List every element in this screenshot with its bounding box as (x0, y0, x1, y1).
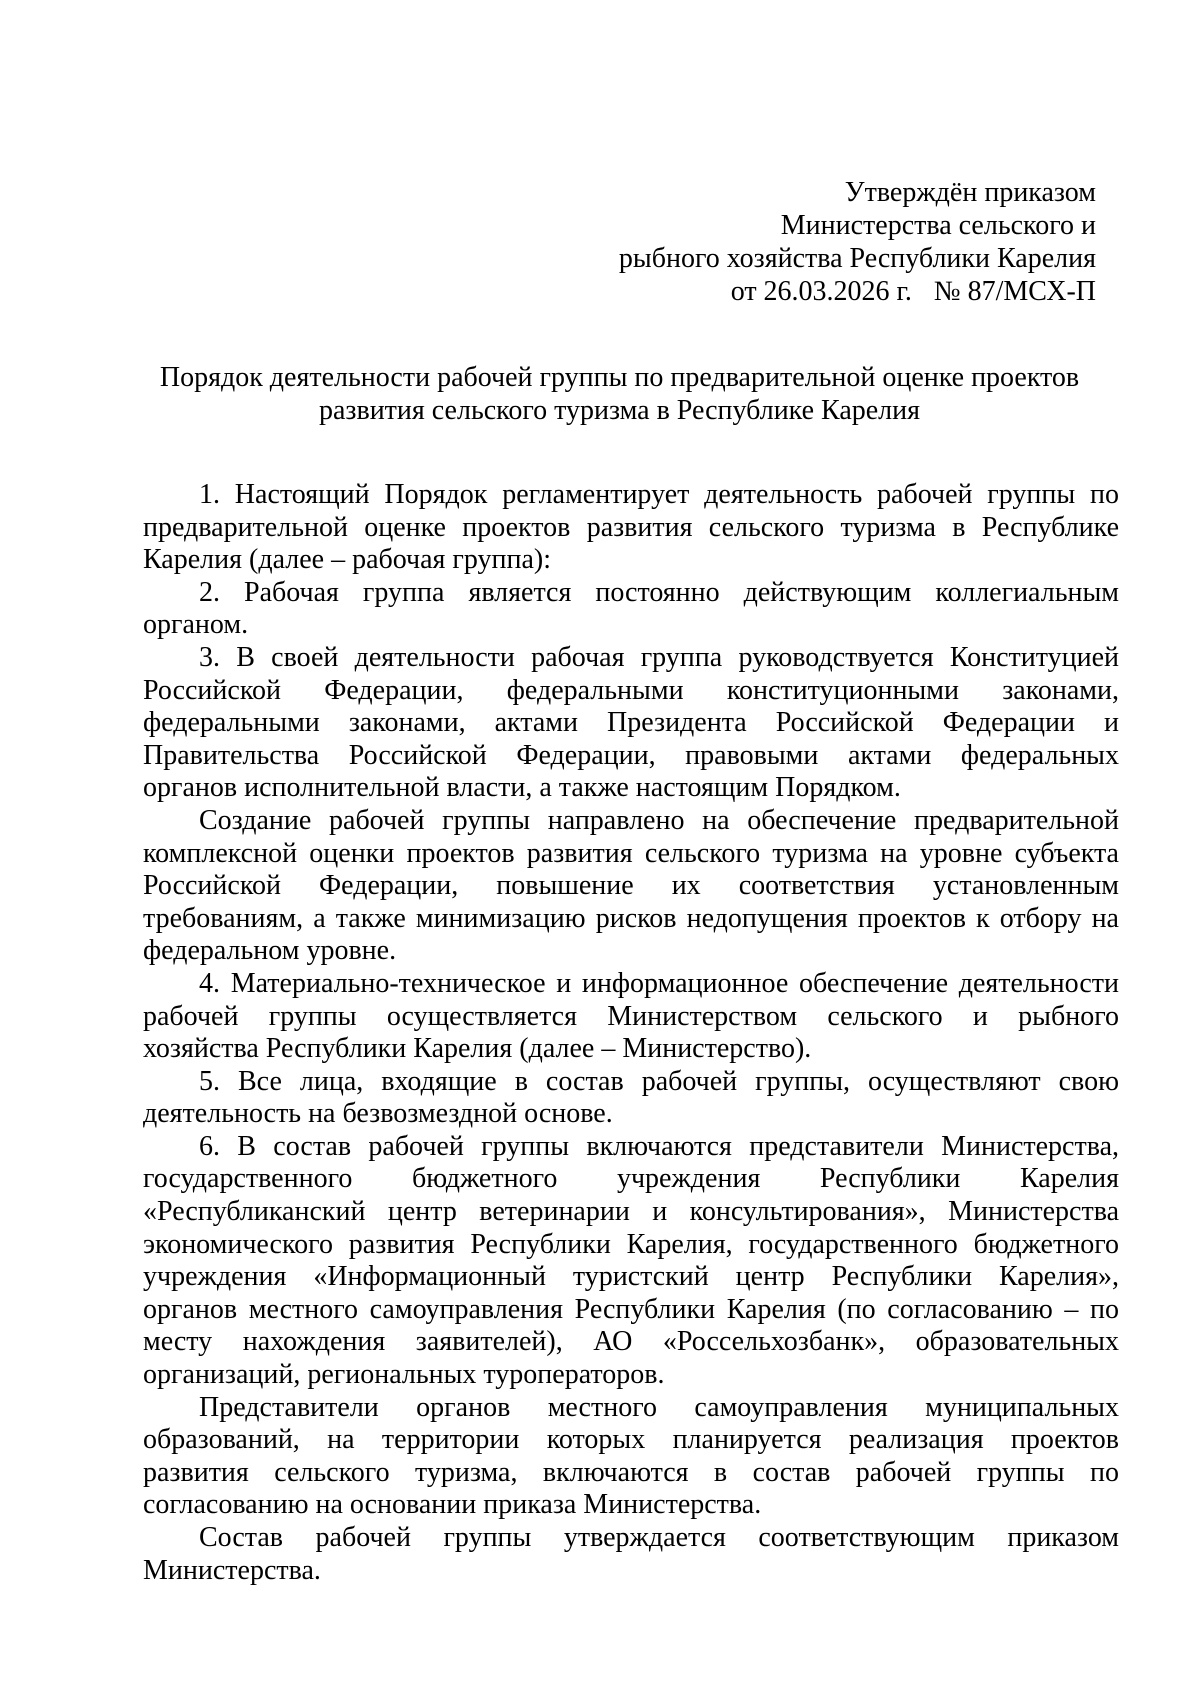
paragraph-line: 1. Настоящий Порядок регламентирует деятельность рабочей группы по (199, 479, 1119, 510)
paragraph (143, 805, 1119, 968)
approval-line-2: Министерства сельского и (780, 210, 1096, 241)
paragraph-line: Правительства Российской Федерации, правовыми актами федеральных (143, 739, 1119, 771)
paragraph-line: образований, на территории которых планируется реализация проектов (143, 1424, 1119, 1456)
paragraph-line: развития сельского туризма, включаются в состав рабочей группы по (143, 1456, 1119, 1488)
paragraph-line: Российской Федерации, федеральными конституционными законами, (143, 674, 1119, 706)
paragraph-line: согласованию на основании приказа Министерства. (143, 1489, 762, 1521)
title-line-2: развития сельского туризма в Республике Карелия (318, 395, 921, 426)
paragraph-line: государственного бюджетного учреждения Республики Карелия (143, 1163, 1119, 1195)
document-title (143, 361, 1096, 427)
paragraph-line: Представители органов местного самоуправления муниципальных (199, 1391, 1119, 1423)
paragraph-line: организаций, региональных туроператоров. (143, 1359, 665, 1391)
paragraph (143, 479, 1119, 577)
paragraph-line: хозяйства Республики Карелия (далее – Министерство). (143, 1033, 812, 1065)
paragraph-line: Состав рабочей группы утверждается соответствующим приказом (199, 1522, 1119, 1553)
paragraph-line: органов местного самоуправления Республики Карелия (по согласованию – по (143, 1293, 1119, 1325)
paragraph-line: Министерства. (143, 1554, 321, 1586)
paragraph-line: органов исполнительной власти, а также настоящим Порядком. (143, 772, 901, 804)
paragraph-line: рабочей группы осуществляется Министерством сельского и рыбного (143, 1000, 1119, 1032)
approval-line-1: Утверждён приказом (844, 177, 1096, 208)
paragraph-line: органом. (143, 609, 249, 641)
approval-block (496, 176, 1096, 308)
paragraph-line: предварительной оценке проектов развития сельского туризма в Республике (143, 511, 1119, 543)
paragraph (143, 968, 1119, 1066)
paragraph (143, 1131, 1119, 1392)
paragraph-line: Карелия (далее – рабочая группа): (143, 544, 552, 576)
paragraph-line: федеральном уровне. (143, 935, 397, 967)
approval-date-line (496, 275, 1096, 308)
paragraph-line: месту нахождения заявителей), АО «Россельхозбанк», образовательных (143, 1326, 1119, 1358)
paragraph-line: экономического развития Республики Карелия, государственного бюджетного (143, 1228, 1119, 1260)
approval-date: от 26.03.2026 г. (730, 276, 912, 307)
paragraph-line: комплексной оценки проектов развития сельского туризма на уровне субъекта (143, 837, 1119, 869)
title-line-1: Порядок деятельности рабочей группы по предварительной оценке проектов (159, 362, 1080, 393)
paragraph (143, 1066, 1119, 1131)
paragraph-line: требованиям, а также минимизацию рисков недопущения проектов к отбору на (143, 902, 1119, 934)
approval-line-3: рыбного хозяйства Республики Карелия (618, 243, 1096, 274)
paragraph-line: 5. Все лица, входящие в состав рабочей группы, осуществляют свою (199, 1065, 1119, 1097)
paragraph-line: учреждения «Информационный туристский центр Республики Карелия», (143, 1261, 1119, 1293)
paragraph (143, 1392, 1119, 1522)
paragraph-line: 6. В состав рабочей группы включаются представители Министерства, (199, 1130, 1119, 1162)
document-body (143, 479, 1119, 1587)
paragraph-line: Создание рабочей группы направлено на обеспечение предварительной (199, 804, 1119, 836)
paragraph (143, 1522, 1119, 1587)
paragraph (143, 577, 1119, 642)
paragraph-line: Российской Федерации, повышение их соответствия установленным (143, 870, 1119, 902)
paragraph-line: 2. Рабочая группа является постоянно действующим коллегиальным (199, 576, 1119, 608)
paragraph-line: «Республиканский центр ветеринарии и консультирования», Министерства (143, 1196, 1119, 1228)
paragraph (143, 642, 1119, 805)
paragraph-line: деятельность на безвозмездной основе. (143, 1098, 613, 1130)
paragraph-line: 3. В своей деятельности рабочая группа руководствуется Конституцией (199, 641, 1119, 673)
paragraph-line: 4. Материально-техническое и информационное обеспечение деятельности (199, 967, 1119, 999)
approval-number: № 87/МСХ-П (933, 276, 1096, 307)
paragraph-line: федеральными законами, актами Президента Российской Федерации и (143, 707, 1119, 739)
